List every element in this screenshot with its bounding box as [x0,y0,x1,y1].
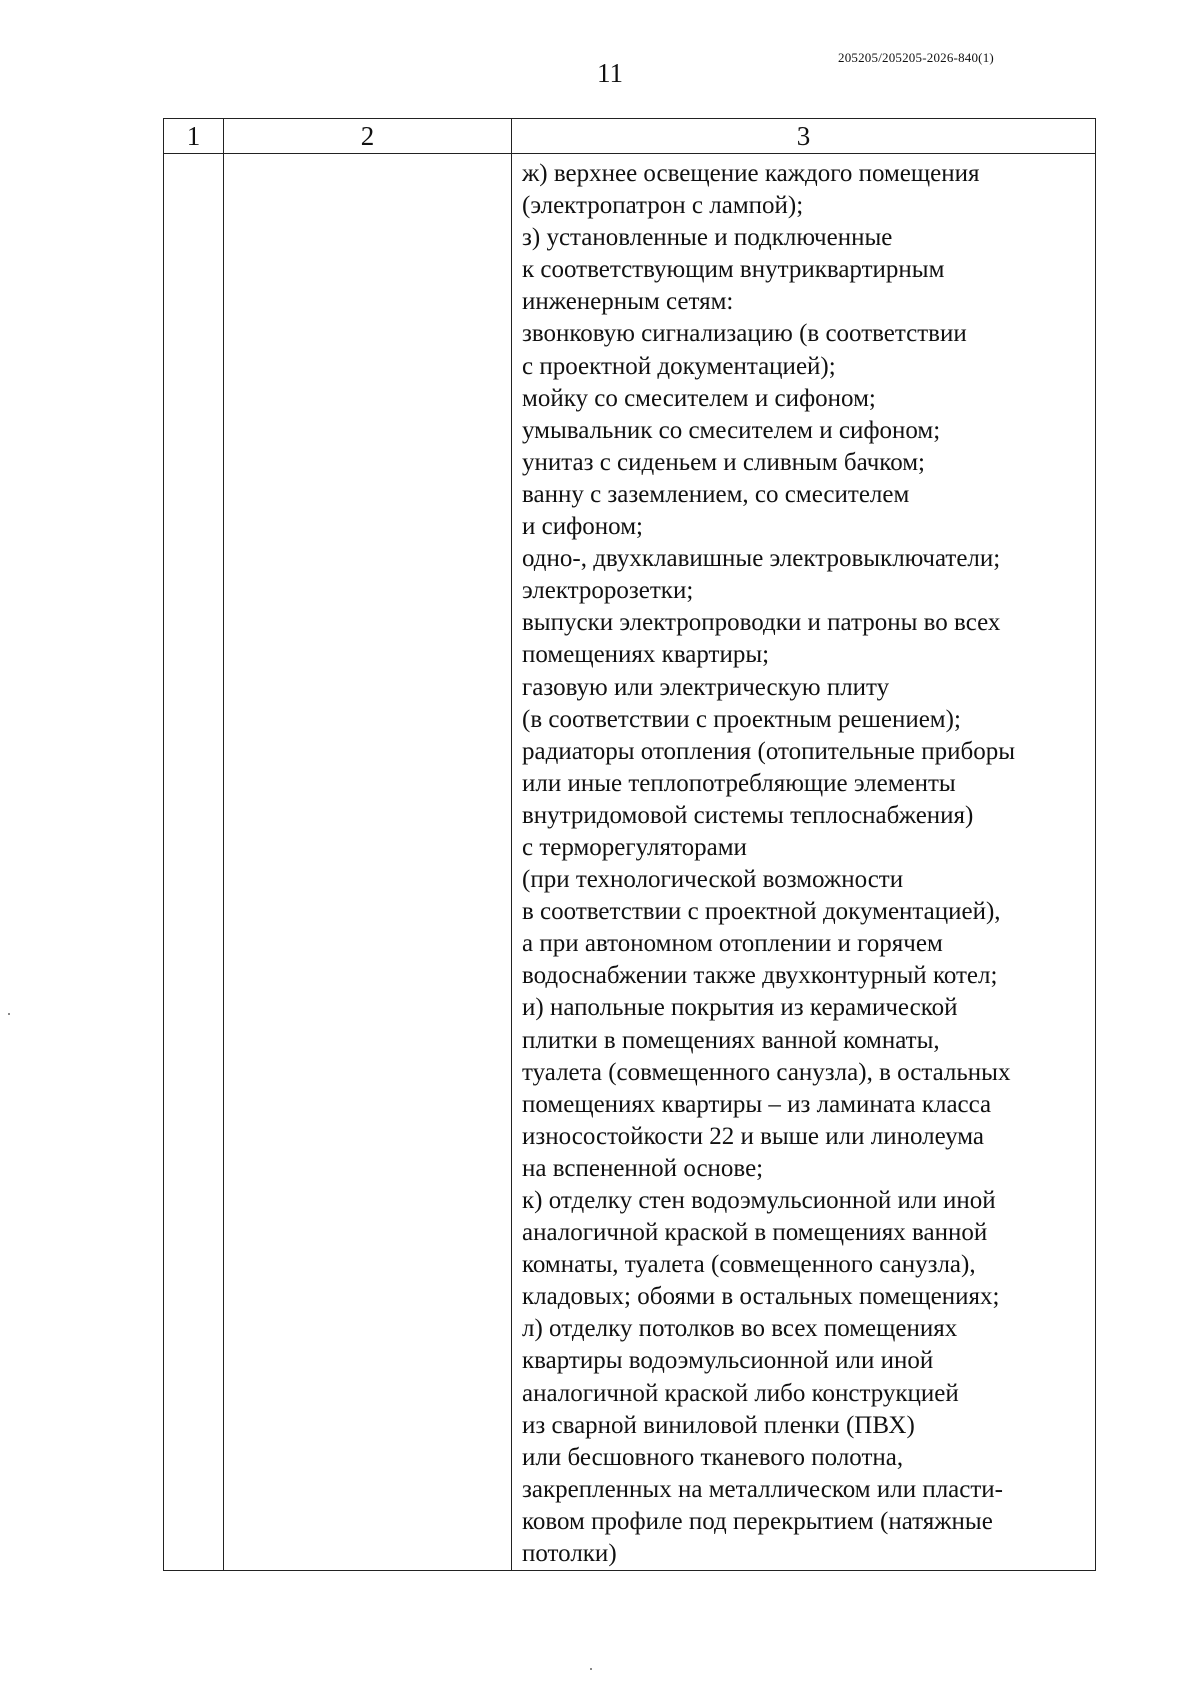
text-line: (при технологической возможности [522,866,904,894]
text-line: к соответствующим внутриквартирным [522,256,945,284]
text-line: и) напольные покрытия из керамической [522,994,958,1022]
requirements-text [512,154,1095,1570]
table-row [164,154,1096,1571]
text-line: одно-, двухклавишные электровыключатели; [522,545,1001,573]
text-line: из сварной виниловой пленки (ПВХ) [522,1411,915,1439]
text-line: с проектной документацией); [522,352,836,380]
text-line: на вспененной основе; [522,1154,764,1182]
text-line: и сифоном; [522,513,643,541]
text-line: звонковую сигнализацию (в соответствии [522,320,967,348]
text-line: газовую или электрическую плиту [522,673,890,701]
text-line: ванну с заземлением, со смесителем [522,480,910,508]
text-line: износостойкости 22 и выше или линолеума [522,1122,985,1150]
table-cell-col1 [164,154,224,1571]
text-line: закрепленных на металлическом или пласти- [522,1475,1004,1503]
column-header-3: 3 [512,119,1096,154]
table-cell-col3 [512,154,1096,1571]
text-line: ковом профиле под перекрытием (натяжные [522,1507,993,1535]
text-line: аналогичной краской в помещениях ванной [522,1219,988,1247]
text-line: квартиры водоэмульсионной или иной [522,1347,934,1375]
text-line: инженерным сетям: [522,288,734,316]
text-line: (электропатрон с лампой); [522,192,804,220]
text-line: выпуски электропроводки и патроны во всех [522,609,1001,637]
text-line: или бесшовного тканевого полотна, [522,1443,904,1471]
text-line: с терморегуляторами [522,833,747,861]
text-line: помещениях квартиры – из ламината класса [522,1090,992,1118]
text-line: кладовых; обоями в остальных помещениях; [522,1283,1000,1311]
text-line: водоснабжении также двухконтурный котел; [522,962,998,990]
text-line: з) установленные и подключенные [522,224,893,252]
text-line: плитки в помещениях ванной комнаты, [522,1026,940,1054]
text-line: помещениях квартиры; [522,641,770,669]
text-line: а при автономном отоплении и горячем [522,930,943,958]
text-line: к) отделку стен водоэмульсионной или иной [522,1187,996,1214]
table-header-row [164,119,1096,154]
text-line: ж) верхнее освещение каждого помещения [522,160,980,187]
text-line: умывальник со смесителем и сифоном; [522,416,941,444]
text-line: мойку со смесителем и сифоном; [522,384,876,412]
text-line: электророзетки; [522,577,694,605]
text-line: л) отделку потолков во всех помещениях [522,1315,958,1343]
scan-dot [8,1013,10,1015]
column-header-1: 1 [164,119,224,154]
page-number: 11 [597,58,623,88]
scan-dot [590,1668,592,1670]
text-line: или иные теплопотребляющие элементы [522,769,956,797]
text-line: в соответствии с проектной документацией), [522,898,1001,926]
text-line: радиаторы отопления (отопительные приборы [522,737,1016,765]
text-line: комнаты, туалета (совмещенного санузла), [522,1251,976,1279]
text-line: туалета (совмещенного санузла), в остальных [522,1058,1011,1086]
text-line: (в соответствии с проектным решением); [522,705,961,733]
content-table [163,118,1096,1571]
text-line: внутридомовой системы теплоснабжения) [522,801,974,829]
table-cell-col2 [224,154,512,1571]
document-code: 205205/205205-2026-840(1) [838,50,994,65]
text-line: потолки) [522,1540,617,1568]
column-header-2: 2 [224,119,512,154]
text-line: аналогичной краской либо конструкцией [522,1379,959,1407]
text-line: унитаз с сиденьем и сливным бачком; [522,448,925,476]
